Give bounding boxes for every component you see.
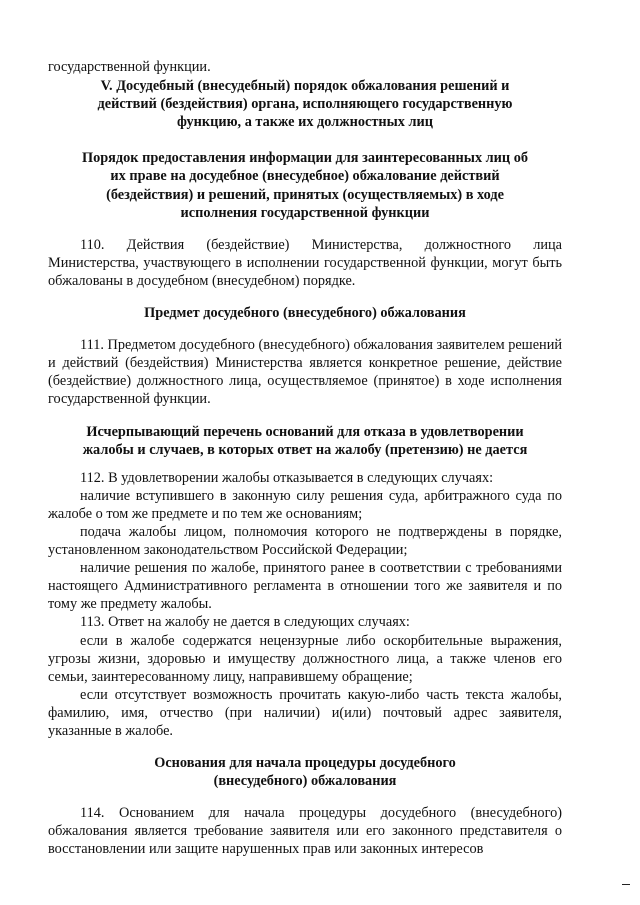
paragraph-112-a: наличие вступившего в законную силу решения суда, арбитражного суда по жалобе о том же предмете и по тем же основаниям; (48, 487, 562, 522)
paragraph-112-c: наличие решения по жалобе, принятого ранее в соответствии с требованиями настоящего Административного регламента в отношении того же заявителя и по тому же предмету жалобы. (48, 560, 562, 613)
page-edge-mark (622, 884, 630, 885)
paragraph-114: 114. Основанием для начала процедуры досудебного (внесудебного) обжалования является требование заявителя или его законного представителя о восстановлении или защите нарушенных прав или законных интересов (48, 805, 562, 858)
paragraph-110: 110. Действия (бездействие) Министерства, должностного лица Министерства, участвующего в исполнении государственной функции, могут быть обжалованы в досудебном (внесудебном) порядке. (48, 236, 562, 289)
grounds-heading: Исчерпывающий перечень оснований для отказа в удовлетворении жалобы и случаев, в которых ответ на жалобу (претензию) не дается (82, 423, 528, 458)
paragraph-111: 111. Предметом досудебного (внесудебного) обжалования заявителем решений и действий (бездействия) Министерства является конкретное решение, действие (бездействие) должностного лица, осуществляемое (принятое) в ходе исполнения государственной функции. (48, 337, 562, 408)
intro-line: государственной функции. (48, 59, 211, 75)
paragraph-112-b: подача жалобы лицом, полномочия которого не подтверждены в порядке, установленном законодательством Российской Федерации; (48, 523, 562, 559)
paragraph-113-b: если отсутствует возможность прочитать какую-либо часть текста жалобы, фамилию, имя, отчество (при наличии) и(или) почтовый адрес заявителя, указанные в жалобе. (48, 686, 562, 739)
paragraph-112: 112. В удовлетворении жалобы отказывается в следующих случаях: (80, 469, 494, 486)
subject-heading: Предмет досудебного (внесудебного) обжалования (144, 305, 466, 322)
section-v-heading: V. Досудебный (внесудебный) порядок обжалования решений и действий (бездействия) органа, исполняющего государственную функцию, а также их должностных лиц (97, 78, 513, 131)
basis-heading: Основания для начала процедуры досудебного (внесудебного) обжалования (154, 755, 456, 790)
document-page (48, 58, 562, 859)
paragraph-113: 113. Ответ на жалобу не дается в следующих случаях: (80, 614, 410, 631)
paragraph-113-a: если в жалобе содержатся нецензурные либо оскорбительные выражения, угрозы жизни, здоровью и имуществу должностного лица, а также членов его семьи, заинтересованному лицу, направившему обращение; (48, 632, 562, 685)
info-order-heading: Порядок предоставления информации для заинтересованных лиц об их праве на досудебное (внесудебное) обжалование действий (бездействия) и решений, принятых (осуществляемых) в ходе исполнения государственной функции (81, 150, 529, 221)
